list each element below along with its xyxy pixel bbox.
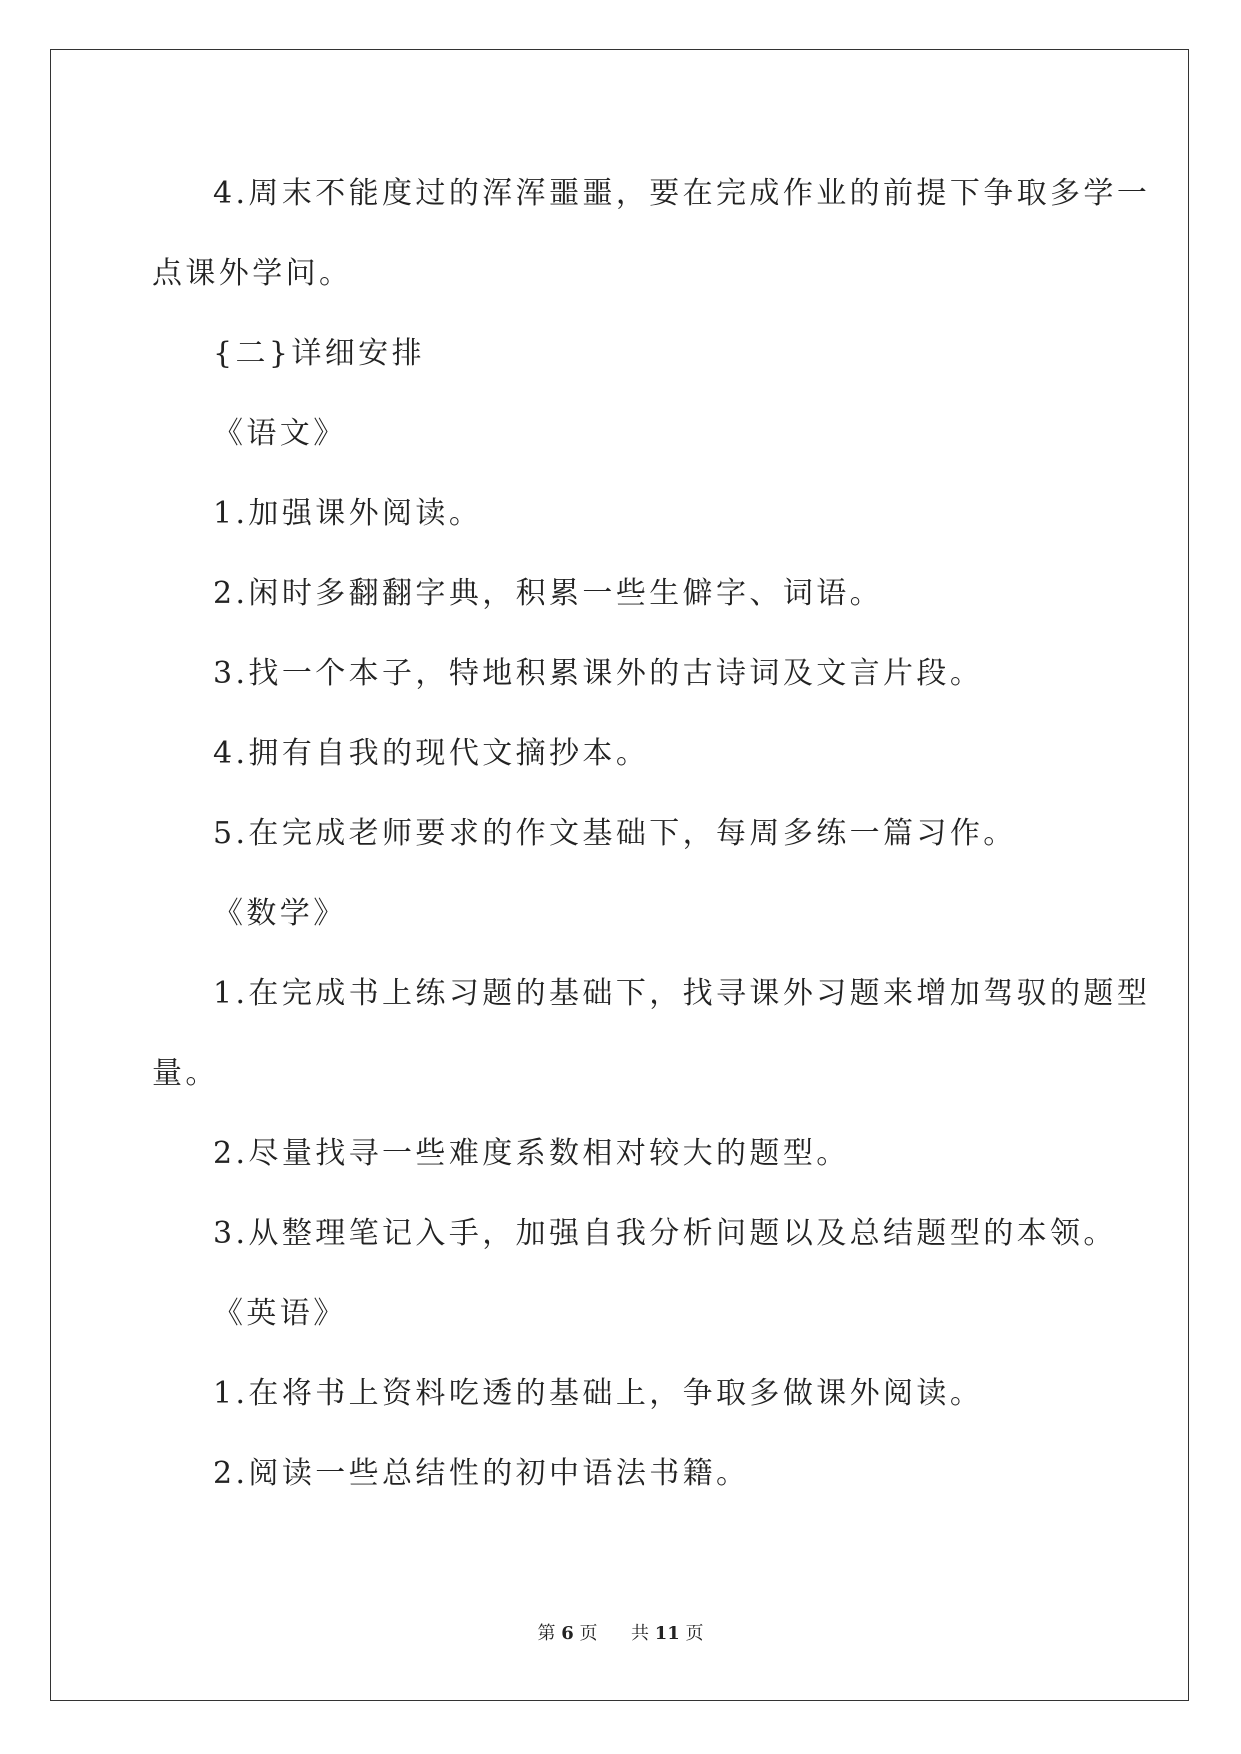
subject-heading-chinese: 《语文》 <box>213 416 347 451</box>
list-item: 1.在完成书上练习题的基础下，找寻课外习题来增加驾驭的题型 <box>213 976 1151 1011</box>
paragraph-line: 量。 <box>152 1056 219 1091</box>
paragraph-line: 点课外学问。 <box>152 256 353 291</box>
list-item: 2.阅读一些总结性的初中语法书籍。 <box>213 1456 750 1491</box>
list-item: 3.找一个本子，特地积累课外的古诗词及文言片段。 <box>213 656 984 691</box>
list-item: 3.从整理笔记入手，加强自我分析问题以及总结题型的本领。 <box>213 1216 1117 1251</box>
footer-total-prefix: 共 <box>630 1623 649 1644</box>
list-item: 5.在完成老师要求的作文基础下，每周多练一篇习作。 <box>213 816 1017 851</box>
footer-total-unit: 页 <box>685 1623 704 1644</box>
subject-heading-english: 《英语》 <box>213 1296 347 1331</box>
footer-page-prefix: 第 <box>537 1623 556 1644</box>
footer-page-number: 6 <box>561 1623 574 1644</box>
subject-heading-math: 《数学》 <box>213 896 347 931</box>
section-heading: {二}详细安排 <box>213 336 425 371</box>
list-item: 2.闲时多翻翻字典，积累一些生僻字、词语。 <box>213 576 884 611</box>
list-item: 1.加强课外阅读。 <box>213 496 483 531</box>
footer-page-unit: 页 <box>579 1623 598 1644</box>
paragraph-line: 4.周末不能度过的浑浑噩噩，要在完成作业的前提下争取多学一 <box>213 176 1151 211</box>
list-item: 4.拥有自我的现代文摘抄本。 <box>213 736 650 771</box>
page-footer <box>0 1622 1241 1646</box>
list-item: 2.尽量找寻一些难度系数相对较大的题型。 <box>213 1136 850 1171</box>
footer-total-pages: 11 <box>654 1623 680 1644</box>
list-item: 1.在将书上资料吃透的基础上，争取多做课外阅读。 <box>213 1376 984 1411</box>
